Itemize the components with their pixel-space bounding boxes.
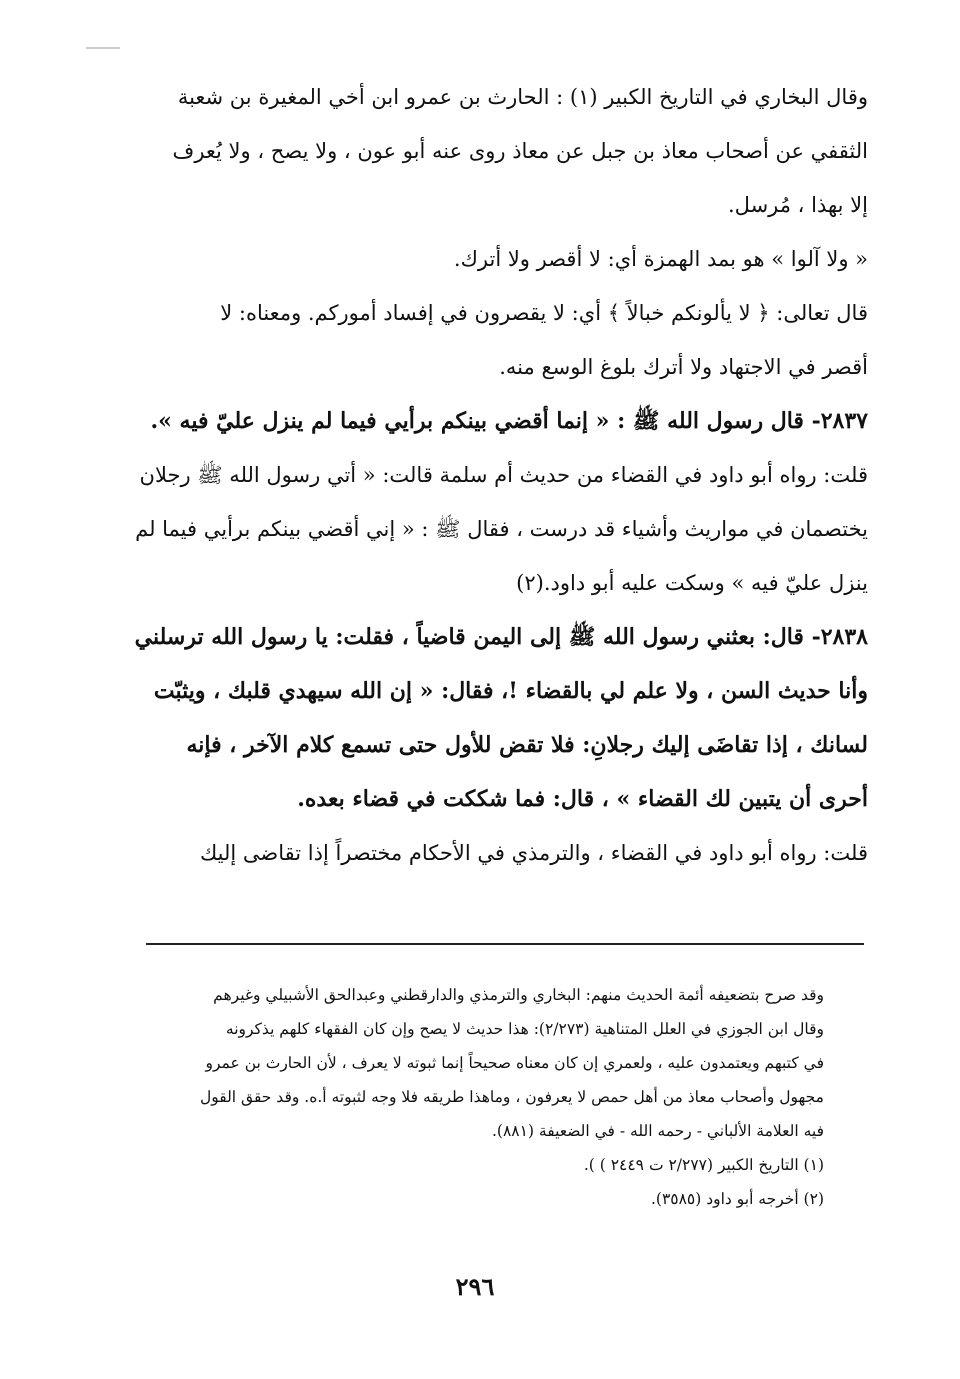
footnotes (108, 978, 824, 1216)
footnote-line: في كتبهم ويعتمدون عليه ، ولعمري إن كان معناه صحيحاً إنما ثبوته لا يعرف ، لأن الحارث بن عمرو (205, 1054, 824, 1072)
hadith-heading: ٢٨٣٧- قال رسول الله ﷺ : « إنما أقضي بينكم برأيي فيما لم ينزل عليّ فيه ». (150, 408, 868, 434)
footnote-line: فيه العلامة الألباني - رحمه الله - في الضعيفة (٨٨١). (491, 1122, 824, 1140)
page-number: ٢٩٦ (455, 1272, 495, 1301)
footnote-line: وقد صرح بتضعيفه أئمة الحديث منهم: البخاري والترمذي والدارقطني وعبدالحق الأشبيلي وغيرهم (213, 986, 824, 1004)
scan-speck (86, 47, 120, 49)
hadith-line: أحرى أن يتبين لك القضاء » ، قال: فما شككت في قضاء بعده. (297, 786, 868, 812)
footnote-2: (٢) أخرجه أبو داود (٣٥٨٥). (650, 1190, 824, 1208)
hadith-line: وأنا حديث السن ، ولا علم لي بالقضاء !، فقال: « إن الله سيهدي قلبك ، ويثبّت (153, 678, 868, 704)
main-line: ينزل عليّ فيه » وسكت عليه أبو داود.(٢) (516, 571, 868, 595)
main-line: قلت: رواه أبو داود في القضاء من حديث أم سلمة قالت: « أتي رسول الله ﷺ رجلان (139, 463, 868, 487)
hadith-line: لسانك ، إذا تقاضَى إليك رجلانِ: فلا تقض للأول حتى تسمع كلام الآخر ، فإنه (186, 732, 868, 758)
footnote-line: مجهول وأصحاب معاذ من أهل حمص لا يعرفون ، وماهذا طريقه فلا وجه لثبوته أ.ه. وقد حقق القول (199, 1088, 824, 1106)
main-line: قلت: رواه أبو داود في القضاء ، والترمذي في الأحكام مختصراً إذا تقاضى إليك (199, 841, 868, 865)
main-line: يختصمان في مواريث وأشياء قد درست ، فقال ﷺ : « إني أقضي بينكم برأيي فيما لم (135, 517, 868, 541)
main-line: إلا بهذا ، مُرسل. (727, 193, 868, 217)
footnote-1: (١) التاريخ الكبير (٢/٢٧٧ ت ٢٤٤٩ ) ). (583, 1156, 824, 1174)
main-text (96, 70, 868, 880)
footnote-divider (146, 943, 864, 945)
main-line: وقال البخاري في التاريخ الكبير (١) : الحارث بن عمرو ابن أخي المغيرة بن شعبة (177, 85, 868, 109)
footnote-line: وقال ابن الجوزي في العلل المتناهية (٢/٢٧٣): هذا حديث لا يصح وإن كان الفقهاء كلهم يذكرونه (225, 1020, 824, 1038)
main-line: قال تعالى: ﴿ لا يألونكم خبالاً ﴾ أي: لا يقصرون في إفساد أموركم. ومعناه: لا (220, 301, 868, 325)
hadith-heading: ٢٨٣٨- قال: بعثني رسول الله ﷺ إلى اليمن قاضياً ، فقلت: يا رسول الله ترسلني (134, 624, 868, 650)
main-line: الثقفي عن أصحاب معاذ بن جبل عن معاذ روى عنه أبو عون ، ولا يصح ، ولا يُعرف (172, 139, 868, 163)
main-line: « ولا آلوا » هو بمد الهمزة أي: لا أقصر ولا أترك. (453, 247, 868, 271)
main-line: أقصر في الاجتهاد ولا أترك بلوغ الوسع منه. (499, 355, 868, 379)
